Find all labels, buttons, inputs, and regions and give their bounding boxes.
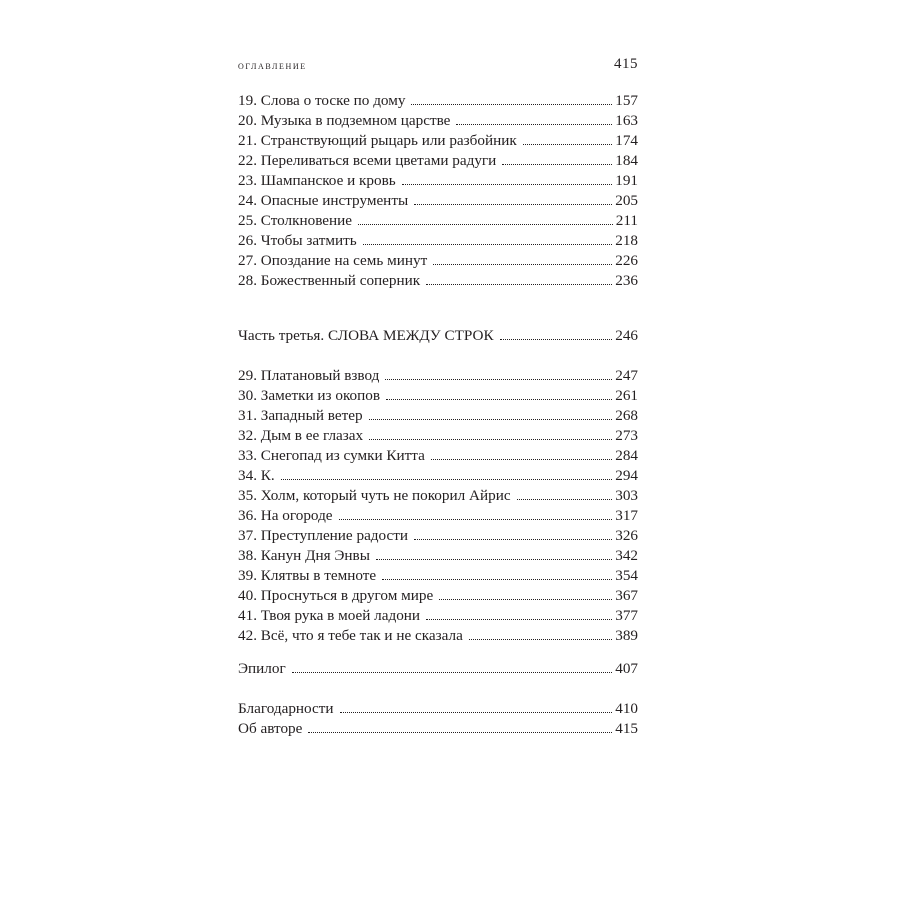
toc-entry — [238, 626, 638, 646]
dot-leader — [308, 721, 612, 733]
toc-entry — [238, 111, 638, 131]
toc-entry-title: 37. Преступление радости — [238, 527, 409, 544]
toc-entry-title: 41. Твоя рука в моей ладони — [238, 607, 421, 624]
toc-entry-page: 157 — [615, 92, 638, 109]
toc-entry-title: 23. Шампанское и кровь — [238, 172, 396, 189]
toc-entry-page: 410 — [615, 700, 638, 717]
dot-leader — [385, 368, 612, 380]
dot-leader — [502, 153, 612, 165]
toc-entry-title: 39. Клятвы в темноте — [238, 567, 377, 584]
toc-back-matter — [238, 699, 638, 739]
toc-entry — [238, 566, 638, 586]
toc-entry-title: 19. Слова о тоске по дому — [238, 92, 406, 109]
toc-entry-title: 29. Платановый взвод — [238, 367, 380, 384]
toc-entry-title: Часть третья. СЛОВА МЕЖДУ СТРОК — [238, 327, 494, 344]
toc-entry-title: 20. Музыка в подземном царстве — [238, 112, 451, 129]
dot-leader — [339, 508, 613, 520]
toc-entry — [238, 586, 638, 606]
toc-entry-page: 273 — [615, 427, 638, 444]
dot-leader — [358, 213, 613, 225]
toc-entry-page: 236 — [615, 272, 638, 289]
toc-entry — [238, 446, 638, 466]
toc-entry-title: 42. Всё, что я тебе так и не сказала — [238, 627, 463, 644]
toc-entry-page: 377 — [615, 607, 638, 624]
toc-entry-page: 415 — [615, 720, 638, 737]
dot-leader — [433, 253, 612, 265]
toc-chapters-group-2 — [238, 366, 638, 646]
toc-entry-page: 389 — [615, 627, 638, 644]
toc-entry-page: 218 — [615, 232, 638, 249]
toc-entry — [238, 546, 638, 566]
toc-entry-title: 24. Опасные инструменты — [238, 192, 409, 209]
toc-entry — [238, 699, 638, 719]
dot-leader — [340, 701, 613, 713]
toc-entry-title: 33. Снегопад из сумки Китта — [238, 447, 425, 464]
toc-entry-page: 367 — [615, 587, 638, 604]
dot-leader — [500, 328, 613, 340]
toc-entry-page: 342 — [615, 547, 638, 564]
toc-entry-title: 32. Дым в ее глазах — [238, 427, 364, 444]
toc-entry-page: 226 — [615, 252, 638, 269]
dot-leader — [292, 661, 613, 673]
toc-entry — [238, 131, 638, 151]
toc-entry — [238, 719, 638, 739]
toc-entry-title: 25. Столкновение — [238, 212, 353, 229]
toc-entry-page: 268 — [615, 407, 638, 424]
dot-leader — [414, 193, 612, 205]
dot-leader — [426, 273, 612, 285]
toc-entry-page: 247 — [615, 367, 638, 384]
toc-entry — [238, 386, 638, 406]
toc-entry-title: 34. К. — [238, 467, 275, 484]
toc-entry-title: 30. Заметки из окопов — [238, 387, 381, 404]
running-header — [238, 56, 638, 78]
toc-entry-page: 211 — [615, 212, 638, 229]
toc-entry-title: 21. Странствующий рыцарь или разбойник — [238, 132, 517, 149]
toc-entry — [238, 211, 638, 231]
dot-leader — [431, 448, 612, 460]
toc-entry — [238, 426, 638, 446]
toc-part-heading — [238, 326, 638, 346]
toc-entry-title: 36. На огороде — [238, 507, 333, 524]
dot-leader — [369, 408, 613, 420]
toc-epilogue — [238, 659, 638, 679]
dot-leader — [386, 388, 612, 400]
dot-leader — [439, 588, 612, 600]
toc-entry — [238, 506, 638, 526]
toc-entry — [238, 526, 638, 546]
dot-leader — [281, 468, 613, 480]
toc-entry-title: 38. Канун Дня Энвы — [238, 547, 370, 564]
toc-entry-title: Эпилог — [238, 660, 286, 677]
toc-entry-title: 26. Чтобы затмить — [238, 232, 357, 249]
toc-entry-page: 246 — [615, 327, 638, 344]
dot-leader — [523, 133, 612, 145]
toc-entry — [238, 486, 638, 506]
toc-entry — [238, 326, 638, 346]
running-header-title: оглавление — [238, 60, 307, 72]
dot-leader — [414, 528, 612, 540]
dot-leader — [376, 548, 612, 560]
toc-entry — [238, 406, 638, 426]
toc-entry — [238, 606, 638, 626]
toc-entry-title: 35. Холм, который чуть не покорил Айрис — [238, 487, 511, 504]
dot-leader — [411, 93, 612, 105]
toc-entry-page: 326 — [615, 527, 638, 544]
toc-entry-title: Благодарности — [238, 700, 334, 717]
toc-entry — [238, 171, 638, 191]
toc-entry-page: 184 — [615, 152, 638, 169]
dot-leader — [456, 113, 612, 125]
toc-entry-page: 303 — [615, 487, 638, 504]
toc-entry-page: 407 — [615, 660, 638, 677]
dot-leader — [363, 233, 613, 245]
toc-entry — [238, 271, 638, 291]
toc-entry — [238, 251, 638, 271]
toc-entry — [238, 466, 638, 486]
toc-entry-title: 22. Переливаться всеми цветами радуги — [238, 152, 497, 169]
toc-entry-page: 317 — [615, 507, 638, 524]
toc-entry — [238, 231, 638, 251]
toc-entry-page: 205 — [615, 192, 638, 209]
dot-leader — [517, 488, 613, 500]
toc-entry-title: 28. Божественный соперник — [238, 272, 421, 289]
dot-leader — [402, 173, 613, 185]
toc-entry — [238, 91, 638, 111]
toc-entry-page: 191 — [615, 172, 638, 189]
toc-entry-page: 163 — [615, 112, 638, 129]
toc-entry-title: 31. Западный ветер — [238, 407, 363, 424]
toc-entry-page: 354 — [615, 567, 638, 584]
toc-entry — [238, 151, 638, 171]
dot-leader — [426, 608, 612, 620]
toc-entry — [238, 366, 638, 386]
dot-leader — [369, 428, 612, 440]
toc-entry-page: 284 — [615, 447, 638, 464]
toc-entry-title: 40. Проснуться в другом мире — [238, 587, 434, 604]
toc-entry-page: 174 — [615, 132, 638, 149]
toc-entry-title: 27. Опоздание на семь минут — [238, 252, 428, 269]
toc-chapters-group-1 — [238, 91, 638, 291]
toc-entry-page: 294 — [615, 467, 638, 484]
toc-entry — [238, 659, 638, 679]
dot-leader — [382, 568, 612, 580]
toc-entry-title: Об авторе — [238, 720, 303, 737]
toc-entry — [238, 191, 638, 211]
page-number: 415 — [614, 56, 638, 72]
dot-leader — [469, 628, 612, 640]
toc-entry-page: 261 — [615, 387, 638, 404]
